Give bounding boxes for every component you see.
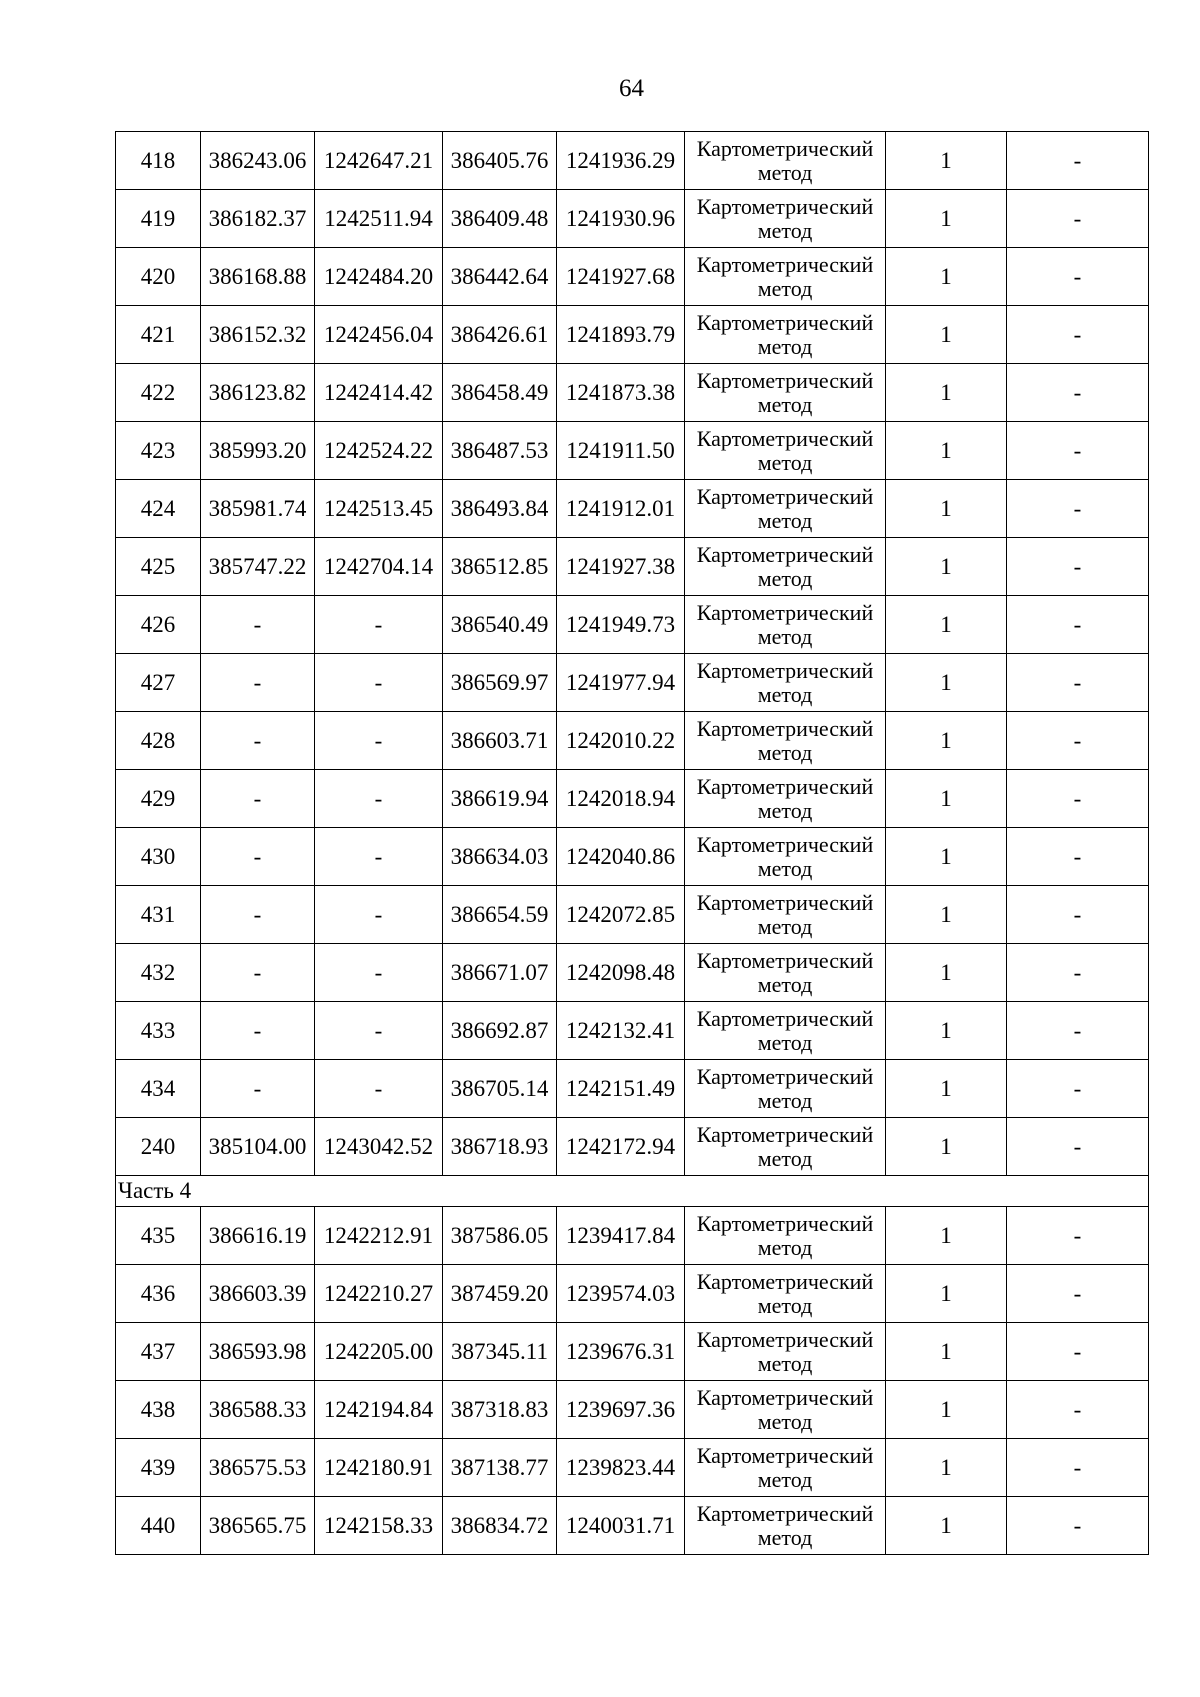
method-line1: Картометрический: [696, 599, 874, 625]
cell-note: -: [1007, 422, 1149, 480]
cell-note: -: [1007, 712, 1149, 770]
table-row: [116, 538, 1149, 596]
cell-method: [685, 190, 886, 248]
cell-x-old: 385981.74: [201, 480, 315, 538]
cell-y-new: 1241977.94: [557, 654, 685, 712]
cell-y-new: 1241912.01: [557, 480, 685, 538]
method-line2: метод: [757, 1524, 813, 1550]
cell-y-new: 1239823.44: [557, 1439, 685, 1497]
page-number: 64: [619, 75, 644, 102]
cell-x-old: -: [201, 886, 315, 944]
method-line2: метод: [757, 681, 813, 707]
method-line1: Картометрический: [696, 1063, 874, 1089]
cell-y-new: 1241911.50: [557, 422, 685, 480]
cell-y-new: 1242132.41: [557, 1002, 685, 1060]
cell-x-new: 386493.84: [443, 480, 557, 538]
cell-x-new: 386718.93: [443, 1118, 557, 1176]
method-line1: Картометрический: [696, 773, 874, 799]
table-row: [116, 886, 1149, 944]
method-line1: Картометрический: [696, 889, 874, 915]
cell-point-number: 435: [116, 1207, 201, 1265]
table-row: [116, 1118, 1149, 1176]
cell-y-old: 1242456.04: [315, 306, 443, 364]
method-line1: Картометрический: [696, 367, 874, 393]
cell-method: [685, 712, 886, 770]
method-line1: Картометрический: [696, 251, 874, 277]
table-row: [116, 248, 1149, 306]
cell-y-old: -: [315, 596, 443, 654]
table-row: [116, 364, 1149, 422]
method-line2: метод: [757, 449, 813, 475]
cell-x-old: 386123.82: [201, 364, 315, 422]
cell-note: -: [1007, 596, 1149, 654]
cell-y-new: 1242040.86: [557, 828, 685, 886]
cell-y-old: -: [315, 886, 443, 944]
method-line2: метод: [757, 1292, 813, 1318]
cell-y-new: 1242018.94: [557, 770, 685, 828]
cell-method: [685, 248, 886, 306]
cell-x-new: 386426.61: [443, 306, 557, 364]
cell-point-number: 434: [116, 1060, 201, 1118]
cell-note: -: [1007, 1439, 1149, 1497]
cell-x-new: 386705.14: [443, 1060, 557, 1118]
cell-note: -: [1007, 1497, 1149, 1555]
cell-y-old: -: [315, 712, 443, 770]
cell-x-new: 387138.77: [443, 1439, 557, 1497]
cell-method: [685, 480, 886, 538]
coordinates-table: [115, 131, 1149, 1555]
cell-accuracy: 1: [886, 538, 1007, 596]
cell-x-old: 385747.22: [201, 538, 315, 596]
method-line2: метод: [757, 507, 813, 533]
cell-point-number: 440: [116, 1497, 201, 1555]
cell-y-new: 1242098.48: [557, 944, 685, 1002]
method-line2: метод: [757, 1234, 813, 1260]
method-line2: метод: [757, 159, 813, 185]
cell-accuracy: 1: [886, 828, 1007, 886]
cell-method: [685, 828, 886, 886]
method-line1: Картометрический: [696, 135, 874, 161]
cell-y-old: 1242158.33: [315, 1497, 443, 1555]
cell-x-new: 386442.64: [443, 248, 557, 306]
cell-y-old: 1242180.91: [315, 1439, 443, 1497]
cell-y-new: 1241936.29: [557, 132, 685, 190]
method-line2: метод: [757, 739, 813, 765]
cell-method: [685, 944, 886, 1002]
cell-note: -: [1007, 1381, 1149, 1439]
method-line1: Картометрический: [696, 309, 874, 335]
method-line2: метод: [757, 275, 813, 301]
cell-x-new: 386540.49: [443, 596, 557, 654]
cell-y-new: 1241873.38: [557, 364, 685, 422]
cell-x-new: 386654.59: [443, 886, 557, 944]
cell-accuracy: 1: [886, 480, 1007, 538]
method-line2: метод: [757, 1087, 813, 1113]
method-line1: Картометрический: [696, 657, 874, 683]
cell-point-number: 426: [116, 596, 201, 654]
cell-point-number: 418: [116, 132, 201, 190]
cell-method: [685, 364, 886, 422]
cell-y-old: 1242704.14: [315, 538, 443, 596]
cell-point-number: 430: [116, 828, 201, 886]
cell-note: -: [1007, 1265, 1149, 1323]
cell-y-old: 1242524.22: [315, 422, 443, 480]
cell-y-new: 1239574.03: [557, 1265, 685, 1323]
cell-x-new: 387586.05: [443, 1207, 557, 1265]
cell-point-number: 428: [116, 712, 201, 770]
cell-x-old: -: [201, 712, 315, 770]
cell-x-new: 387459.20: [443, 1265, 557, 1323]
cell-y-new: 1242072.85: [557, 886, 685, 944]
cell-y-old: 1242511.94: [315, 190, 443, 248]
cell-note: -: [1007, 538, 1149, 596]
cell-x-old: -: [201, 770, 315, 828]
cell-point-number: 439: [116, 1439, 201, 1497]
cell-x-new: 386487.53: [443, 422, 557, 480]
cell-x-new: 387318.83: [443, 1381, 557, 1439]
cell-y-old: 1242513.45: [315, 480, 443, 538]
cell-point-number: 240: [116, 1118, 201, 1176]
cell-y-old: -: [315, 944, 443, 1002]
method-line2: метод: [757, 797, 813, 823]
method-line2: метод: [757, 1408, 813, 1434]
cell-note: -: [1007, 364, 1149, 422]
table-row: [116, 596, 1149, 654]
cell-method: [685, 886, 886, 944]
cell-accuracy: 1: [886, 1060, 1007, 1118]
table-row: [116, 654, 1149, 712]
cell-point-number: 432: [116, 944, 201, 1002]
cell-point-number: 421: [116, 306, 201, 364]
cell-x-old: 385993.20: [201, 422, 315, 480]
method-line2: метод: [757, 1029, 813, 1055]
method-line2: метод: [757, 623, 813, 649]
cell-point-number: 436: [116, 1265, 201, 1323]
cell-method: [685, 1497, 886, 1555]
cell-method: [685, 1381, 886, 1439]
table-row: [116, 190, 1149, 248]
cell-method: [685, 1439, 886, 1497]
cell-y-new: 1241949.73: [557, 596, 685, 654]
cell-point-number: 429: [116, 770, 201, 828]
cell-x-old: 386593.98: [201, 1323, 315, 1381]
method-line1: Картометрический: [696, 1326, 874, 1352]
cell-x-old: 386575.53: [201, 1439, 315, 1497]
table-row: [116, 1265, 1149, 1323]
cell-point-number: 420: [116, 248, 201, 306]
cell-y-old: -: [315, 1060, 443, 1118]
cell-note: -: [1007, 132, 1149, 190]
cell-accuracy: 1: [886, 1002, 1007, 1060]
cell-x-new: 386619.94: [443, 770, 557, 828]
cell-note: -: [1007, 1060, 1149, 1118]
cell-x-new: 386405.76: [443, 132, 557, 190]
cell-method: [685, 538, 886, 596]
cell-y-old: 1242194.84: [315, 1381, 443, 1439]
cell-x-new: 386458.49: [443, 364, 557, 422]
cell-accuracy: 1: [886, 422, 1007, 480]
cell-x-new: 386603.71: [443, 712, 557, 770]
cell-accuracy: 1: [886, 364, 1007, 422]
cell-point-number: 425: [116, 538, 201, 596]
method-line2: метод: [757, 217, 813, 243]
table-row: [116, 770, 1149, 828]
method-line2: метод: [757, 391, 813, 417]
cell-method: [685, 306, 886, 364]
method-line2: метод: [757, 565, 813, 591]
cell-x-old: 386603.39: [201, 1265, 315, 1323]
cell-note: -: [1007, 944, 1149, 1002]
cell-point-number: 433: [116, 1002, 201, 1060]
cell-method: [685, 1118, 886, 1176]
cell-method: [685, 132, 886, 190]
cell-x-old: 386152.32: [201, 306, 315, 364]
cell-x-new: 386512.85: [443, 538, 557, 596]
cell-note: -: [1007, 1002, 1149, 1060]
cell-accuracy: 1: [886, 712, 1007, 770]
cell-x-new: 387345.11: [443, 1323, 557, 1381]
cell-accuracy: 1: [886, 886, 1007, 944]
cell-y-new: 1241893.79: [557, 306, 685, 364]
cell-point-number: 438: [116, 1381, 201, 1439]
cell-y-old: 1243042.52: [315, 1118, 443, 1176]
cell-method: [685, 1323, 886, 1381]
cell-x-new: 386671.07: [443, 944, 557, 1002]
table-row: [116, 1060, 1149, 1118]
method-line1: Картометрический: [696, 831, 874, 857]
cell-x-old: 385104.00: [201, 1118, 315, 1176]
cell-y-new: 1242010.22: [557, 712, 685, 770]
method-line1: Картометрический: [696, 1268, 874, 1294]
cell-x-old: -: [201, 654, 315, 712]
table-row: [116, 1323, 1149, 1381]
cell-point-number: 424: [116, 480, 201, 538]
method-line2: метод: [757, 855, 813, 881]
cell-y-old: 1242414.42: [315, 364, 443, 422]
cell-method: [685, 596, 886, 654]
cell-point-number: 427: [116, 654, 201, 712]
cell-accuracy: 1: [886, 944, 1007, 1002]
cell-accuracy: 1: [886, 1207, 1007, 1265]
method-line2: метод: [757, 333, 813, 359]
cell-y-old: 1242212.91: [315, 1207, 443, 1265]
cell-y-old: -: [315, 1002, 443, 1060]
cell-y-old: -: [315, 770, 443, 828]
method-line2: метод: [757, 971, 813, 997]
cell-accuracy: 1: [886, 1381, 1007, 1439]
cell-note: -: [1007, 828, 1149, 886]
cell-accuracy: 1: [886, 1118, 1007, 1176]
method-line1: Картометрический: [696, 541, 874, 567]
cell-point-number: 431: [116, 886, 201, 944]
cell-x-new: 386569.97: [443, 654, 557, 712]
method-line1: Картометрический: [696, 1210, 874, 1236]
cell-note: -: [1007, 306, 1149, 364]
cell-y-new: 1241927.68: [557, 248, 685, 306]
cell-method: [685, 1002, 886, 1060]
cell-x-old: 386182.37: [201, 190, 315, 248]
section-label: Часть 4: [116, 1176, 1149, 1207]
cell-y-new: 1241927.38: [557, 538, 685, 596]
cell-x-old: 386588.33: [201, 1381, 315, 1439]
cell-y-new: 1242172.94: [557, 1118, 685, 1176]
cell-x-old: -: [201, 944, 315, 1002]
cell-y-old: -: [315, 654, 443, 712]
method-line2: метод: [757, 913, 813, 939]
cell-method: [685, 1207, 886, 1265]
method-line1: Картометрический: [696, 947, 874, 973]
cell-method: [685, 422, 886, 480]
cell-y-new: 1239676.31: [557, 1323, 685, 1381]
cell-x-old: -: [201, 1060, 315, 1118]
cell-note: -: [1007, 248, 1149, 306]
cell-accuracy: 1: [886, 1265, 1007, 1323]
table-row: [116, 1439, 1149, 1497]
cell-y-new: 1241930.96: [557, 190, 685, 248]
cell-x-new: 386834.72: [443, 1497, 557, 1555]
cell-x-new: 386409.48: [443, 190, 557, 248]
cell-method: [685, 770, 886, 828]
table-row: [116, 306, 1149, 364]
table-row: [116, 1381, 1149, 1439]
section-row: [116, 1176, 1149, 1207]
cell-x-new: 386692.87: [443, 1002, 557, 1060]
cell-y-new: 1242151.49: [557, 1060, 685, 1118]
cell-y-old: 1242205.00: [315, 1323, 443, 1381]
cell-x-new: 386634.03: [443, 828, 557, 886]
cell-accuracy: 1: [886, 248, 1007, 306]
method-line1: Картометрический: [696, 425, 874, 451]
cell-accuracy: 1: [886, 306, 1007, 364]
cell-accuracy: 1: [886, 1323, 1007, 1381]
cell-note: -: [1007, 190, 1149, 248]
cell-point-number: 423: [116, 422, 201, 480]
cell-y-old: 1242647.21: [315, 132, 443, 190]
method-line1: Картометрический: [696, 1384, 874, 1410]
method-line1: Картометрический: [696, 193, 874, 219]
table-row: [116, 1497, 1149, 1555]
cell-method: [685, 1265, 886, 1323]
table-row: [116, 1207, 1149, 1265]
method-line2: метод: [757, 1466, 813, 1492]
method-line1: Картометрический: [696, 715, 874, 741]
method-line1: Картометрический: [696, 1005, 874, 1031]
cell-accuracy: 1: [886, 132, 1007, 190]
cell-note: -: [1007, 1207, 1149, 1265]
cell-note: -: [1007, 1323, 1149, 1381]
cell-accuracy: 1: [886, 190, 1007, 248]
cell-y-old: 1242210.27: [315, 1265, 443, 1323]
method-line1: Картометрический: [696, 1121, 874, 1147]
cell-note: -: [1007, 654, 1149, 712]
cell-note: -: [1007, 886, 1149, 944]
cell-y-old: -: [315, 828, 443, 886]
cell-accuracy: 1: [886, 1439, 1007, 1497]
cell-x-old: -: [201, 828, 315, 886]
cell-y-new: 1239697.36: [557, 1381, 685, 1439]
table-row: [116, 480, 1149, 538]
table-row: [116, 1002, 1149, 1060]
cell-point-number: 437: [116, 1323, 201, 1381]
cell-method: [685, 1060, 886, 1118]
method-line2: метод: [757, 1350, 813, 1376]
method-line1: Картометрический: [696, 483, 874, 509]
cell-x-old: -: [201, 1002, 315, 1060]
method-line1: Картометрический: [696, 1442, 874, 1468]
cell-note: -: [1007, 480, 1149, 538]
cell-y-new: 1240031.71: [557, 1497, 685, 1555]
cell-x-old: 386168.88: [201, 248, 315, 306]
cell-y-new: 1239417.84: [557, 1207, 685, 1265]
table-row: [116, 828, 1149, 886]
cell-x-old: -: [201, 596, 315, 654]
cell-x-old: 386565.75: [201, 1497, 315, 1555]
table-row: [116, 944, 1149, 1002]
table-row: [116, 712, 1149, 770]
cell-y-old: 1242484.20: [315, 248, 443, 306]
cell-x-old: 386243.06: [201, 132, 315, 190]
cell-note: -: [1007, 1118, 1149, 1176]
cell-method: [685, 654, 886, 712]
cell-accuracy: 1: [886, 596, 1007, 654]
method-line2: метод: [757, 1145, 813, 1171]
cell-point-number: 419: [116, 190, 201, 248]
method-line1: Картометрический: [696, 1500, 874, 1526]
cell-accuracy: 1: [886, 770, 1007, 828]
cell-accuracy: 1: [886, 654, 1007, 712]
cell-x-old: 386616.19: [201, 1207, 315, 1265]
table-row: [116, 422, 1149, 480]
cell-point-number: 422: [116, 364, 201, 422]
cell-accuracy: 1: [886, 1497, 1007, 1555]
cell-note: -: [1007, 770, 1149, 828]
table-row: [116, 132, 1149, 190]
